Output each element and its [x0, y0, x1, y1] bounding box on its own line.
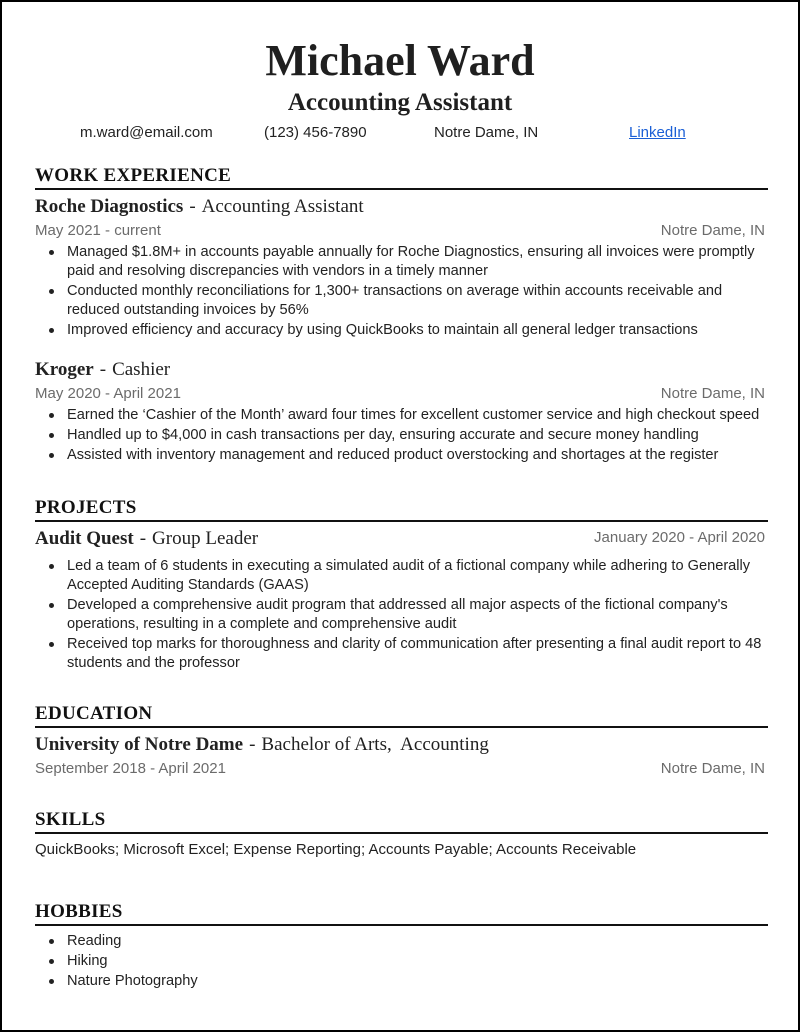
list-item: Received top marks for thoroughness and clarity of communication after presenting a final audit report to 48 students and the professor	[35, 635, 770, 673]
skills-list: QuickBooks; Microsoft Excel; Expense Reporting; Accounts Payable; Accounts Receivable	[35, 841, 637, 858]
list-item: Handled up to $4,000 in cash transactions per day, ensuring accurate and secure money handling	[35, 426, 770, 445]
separator: -	[249, 734, 256, 755]
list-item: Reading	[35, 932, 770, 951]
job-bullet-list	[35, 243, 770, 341]
list-item: Assisted with inventory management and reduced product overstocking and shortages at the register	[35, 446, 770, 465]
contact-email[interactable]: m.ward@email.com	[80, 124, 213, 141]
list-item: Led a team of 6 students in executing a simulated audit of a fictional company while adhering to Generally Accepted Auditing Standards (GAAS)	[35, 557, 770, 595]
section-divider	[35, 924, 768, 926]
section-divider	[35, 520, 768, 522]
contact-phone: (123) 456-7890	[264, 124, 367, 141]
job-role: Accounting Assistant	[201, 196, 364, 217]
section-divider	[35, 832, 768, 834]
hobbies-list	[35, 932, 770, 992]
job-heading	[35, 196, 364, 218]
job-dates: May 2020 - April 2021	[35, 385, 181, 402]
separator: -	[189, 196, 196, 217]
degree: Bachelor of Arts, Accounting	[261, 734, 489, 755]
candidate-title: Accounting Assistant	[287, 89, 513, 116]
section-title-hobbies: HOBBIES	[35, 901, 123, 922]
list-item: Conducted monthly reconciliations for 1,300+ transactions on average within accounts receivable and reduced outstanding invoices by 56%	[35, 282, 770, 320]
list-item: Developed a comprehensive audit program that addressed all major aspects of the fictional company's operations, resulting in a complete and comprehensive audit	[35, 596, 770, 634]
project-bullet-list	[35, 557, 770, 674]
job-role: Cashier	[112, 359, 171, 380]
job-heading	[35, 359, 170, 381]
list-item: Nature Photography	[35, 972, 770, 991]
section-divider	[35, 188, 768, 190]
contact-location: Notre Dame, IN	[434, 124, 539, 141]
project-heading	[35, 528, 258, 550]
job-bullet-list	[35, 406, 770, 466]
section-title-skills: SKILLS	[35, 809, 106, 830]
job-dates: May 2021 - current	[35, 222, 161, 239]
company-name: Roche Diagnostics	[35, 196, 184, 217]
education-location: Notre Dame, IN	[660, 760, 765, 777]
separator: -	[99, 359, 107, 380]
linkedin-link[interactable]: LinkedIn	[629, 124, 686, 141]
list-item: Hiking	[35, 952, 770, 971]
project-role: Group Leader	[152, 528, 259, 549]
job-location: Notre Dame, IN	[660, 222, 765, 239]
job-location: Notre Dame, IN	[660, 385, 765, 402]
project-name: Audit Quest	[35, 528, 134, 549]
separator: -	[139, 528, 147, 549]
candidate-name: Michael Ward	[265, 36, 535, 85]
company-name: Kroger	[35, 359, 94, 380]
education-dates: September 2018 - April 2021	[35, 760, 226, 777]
education-heading	[35, 734, 489, 756]
school-name: University of Notre Dame	[35, 734, 244, 755]
section-title-education: EDUCATION	[35, 703, 153, 724]
section-divider	[35, 726, 768, 728]
project-dates: January 2020 - April 2020	[594, 529, 765, 546]
list-item: Improved efficiency and accuracy by using QuickBooks to maintain all general ledger transactions	[35, 321, 770, 340]
section-title-projects: PROJECTS	[35, 497, 137, 518]
section-title-work-experience: WORK EXPERIENCE	[35, 165, 232, 186]
list-item: Earned the ‘Cashier of the Month’ award four times for excellent customer service and high checkout speed	[35, 406, 770, 425]
list-item: Managed $1.8M+ in accounts payable annually for Roche Diagnostics, ensuring all invoices were promptly paid and resolving discrepancies with vendors in a timely manner	[35, 243, 770, 281]
